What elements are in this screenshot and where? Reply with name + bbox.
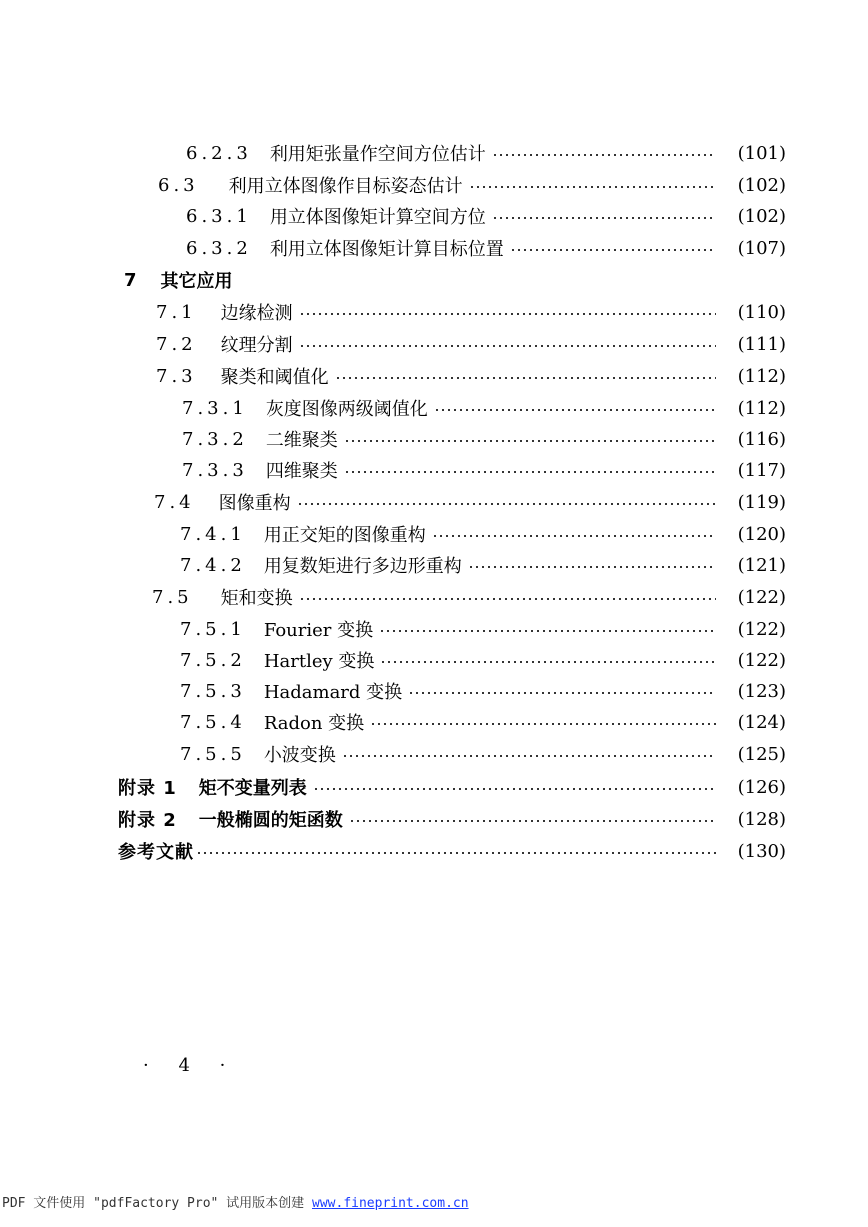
toc-entry-7-5-1[interactable] bbox=[180, 614, 786, 644]
toc-number: 7.5.3 bbox=[180, 680, 246, 702]
toc-page: (122) bbox=[737, 618, 786, 640]
toc-number: 6.3.2 bbox=[186, 237, 252, 259]
toc-page: (130) bbox=[737, 840, 786, 862]
toc-page: (102) bbox=[737, 174, 786, 196]
toc-references[interactable] bbox=[118, 836, 786, 866]
toc-entry-7-5-4[interactable] bbox=[180, 707, 786, 737]
toc-number: 6.3.1 bbox=[186, 205, 252, 227]
toc-entry-7-3-3[interactable] bbox=[182, 455, 786, 485]
toc-number: 7.5 bbox=[152, 586, 193, 608]
leader-dots bbox=[510, 249, 716, 251]
toc-title: 四维聚类 bbox=[265, 461, 338, 482]
leader-dots bbox=[299, 313, 716, 315]
toc-number: 7.5.1 bbox=[180, 618, 246, 640]
page-number: · 4 · bbox=[143, 1055, 238, 1076]
toc-entry-7-5[interactable] bbox=[152, 582, 786, 612]
toc-number: 7.5.4 bbox=[180, 711, 246, 733]
toc-entry-7-5-2[interactable] bbox=[180, 645, 786, 675]
toc-title: 一般椭圆的矩函数 bbox=[198, 810, 343, 831]
toc-entry-7-4-2[interactable] bbox=[180, 550, 786, 580]
toc-entry-6-3-1[interactable] bbox=[186, 201, 786, 231]
toc-page: (120) bbox=[737, 523, 786, 545]
toc-number: 7.4.1 bbox=[180, 523, 246, 545]
toc-number: 附录 2 bbox=[118, 810, 177, 831]
leader-dots bbox=[408, 692, 716, 694]
toc-title: 聚类和阈值化 bbox=[220, 367, 329, 388]
leader-dots bbox=[379, 630, 716, 632]
leader-dots bbox=[297, 503, 716, 505]
toc-entry-7-4-1[interactable] bbox=[180, 519, 786, 549]
toc-title: 边缘检测 bbox=[220, 303, 293, 324]
toc-appendix-1[interactable] bbox=[118, 772, 786, 802]
toc-title: 利用立体图像矩计算目标位置 bbox=[269, 239, 504, 260]
leader-dots bbox=[492, 217, 716, 219]
leader-dots bbox=[468, 566, 716, 568]
leader-dots bbox=[370, 723, 716, 725]
toc-number: 7.3 bbox=[156, 365, 197, 387]
toc-title: 利用立体图像作目标姿态估计 bbox=[228, 176, 463, 197]
toc-page: (126) bbox=[737, 776, 786, 798]
leader-dots bbox=[196, 852, 716, 854]
toc-entry-7-2[interactable] bbox=[156, 329, 786, 359]
toc-number: 7.3.1 bbox=[182, 397, 248, 419]
toc-page: (128) bbox=[737, 808, 786, 830]
toc-title: 灰度图像两级阈值化 bbox=[265, 399, 428, 420]
toc-page: (125) bbox=[737, 743, 786, 765]
toc-number: 7.3.3 bbox=[182, 459, 248, 481]
toc-number: 6.3 bbox=[158, 174, 199, 196]
leader-dots bbox=[492, 154, 716, 156]
toc-title: 小波变换 bbox=[263, 745, 336, 766]
toc-page: (116) bbox=[737, 428, 786, 450]
toc-page: (123) bbox=[737, 680, 786, 702]
toc-title: Radon 变换 bbox=[263, 713, 365, 734]
leader-dots bbox=[349, 820, 716, 822]
toc-entry-7-1[interactable] bbox=[156, 297, 786, 327]
toc-page: (110) bbox=[737, 301, 786, 323]
toc-entry-7-3[interactable] bbox=[156, 361, 786, 391]
toc-number: 参考文献 bbox=[118, 842, 194, 863]
toc-page: (117) bbox=[737, 459, 786, 481]
toc-entry-6-3-2[interactable] bbox=[186, 233, 786, 263]
leader-dots bbox=[344, 440, 716, 442]
toc-number: 7.4.2 bbox=[180, 554, 246, 576]
toc-number: 7.2 bbox=[156, 333, 197, 355]
toc-page: (102) bbox=[737, 205, 786, 227]
toc-title: 利用矩张量作空间方位估计 bbox=[269, 144, 486, 165]
toc-number: 7.5.5 bbox=[180, 743, 246, 765]
leader-dots bbox=[313, 788, 716, 790]
watermark-text: PDF 文件使用 "pdfFactory Pro" 试用版本创建 bbox=[2, 1196, 313, 1211]
toc-title: 矩不变量列表 bbox=[198, 778, 307, 799]
toc-number: 7.4 bbox=[154, 491, 195, 513]
leader-dots bbox=[342, 755, 716, 757]
toc-title: 二维聚类 bbox=[265, 430, 338, 451]
leader-dots bbox=[335, 377, 716, 379]
toc-title: 纹理分割 bbox=[220, 335, 293, 356]
toc-entry-6-3[interactable] bbox=[158, 170, 786, 200]
toc-number: 7.5.2 bbox=[180, 649, 246, 671]
leader-dots bbox=[299, 598, 716, 600]
toc-chapter-7[interactable] bbox=[124, 265, 786, 295]
leader-dots bbox=[299, 345, 716, 347]
toc-page: (107) bbox=[737, 237, 786, 259]
toc-title: 其它应用 bbox=[160, 271, 233, 292]
toc-page: (121) bbox=[737, 554, 786, 576]
toc-title: 用立体图像矩计算空间方位 bbox=[269, 207, 486, 228]
watermark-link[interactable]: www.fineprint.com.cn bbox=[312, 1196, 469, 1211]
toc-entry-7-5-3[interactable] bbox=[180, 676, 786, 706]
toc-entry-7-5-5[interactable] bbox=[180, 739, 786, 769]
toc-page: (124) bbox=[737, 711, 786, 733]
toc-appendix-2[interactable] bbox=[118, 804, 786, 834]
leader-dots bbox=[344, 471, 716, 473]
leader-dots bbox=[380, 661, 716, 663]
toc-page: (112) bbox=[737, 365, 786, 387]
toc-title: Fourier 变换 bbox=[263, 620, 374, 641]
toc-page: (112) bbox=[737, 397, 786, 419]
toc-page: (122) bbox=[737, 586, 786, 608]
toc-title: Hartley 变换 bbox=[263, 651, 375, 672]
pdf-watermark-footer bbox=[0, 1192, 868, 1216]
leader-dots bbox=[469, 186, 716, 188]
toc-number: 7.3.2 bbox=[182, 428, 248, 450]
toc-title: 用复数矩进行多边形重构 bbox=[263, 556, 462, 577]
toc-entry-7-3-1[interactable] bbox=[182, 393, 786, 423]
leader-dots bbox=[432, 535, 716, 537]
toc-page: (119) bbox=[737, 491, 786, 513]
toc-page: (101) bbox=[737, 142, 786, 164]
toc-number: 7.1 bbox=[156, 301, 197, 323]
toc-entry-6-2-3[interactable] bbox=[186, 138, 786, 168]
toc-page: (122) bbox=[737, 649, 786, 671]
leader-dots bbox=[434, 409, 716, 411]
toc-page: (111) bbox=[737, 333, 786, 355]
toc-title: 图像重构 bbox=[218, 493, 291, 514]
toc-number: 附录 1 bbox=[118, 778, 177, 799]
toc-title: Hadamard 变换 bbox=[263, 682, 403, 703]
toc-entry-7-3-2[interactable] bbox=[182, 424, 786, 454]
toc-number: 6.2.3 bbox=[186, 142, 252, 164]
toc-number: 7 bbox=[124, 269, 141, 291]
toc-title: 矩和变换 bbox=[220, 588, 293, 609]
toc-entry-7-4[interactable] bbox=[154, 487, 786, 517]
toc-title: 用正交矩的图像重构 bbox=[263, 525, 426, 546]
